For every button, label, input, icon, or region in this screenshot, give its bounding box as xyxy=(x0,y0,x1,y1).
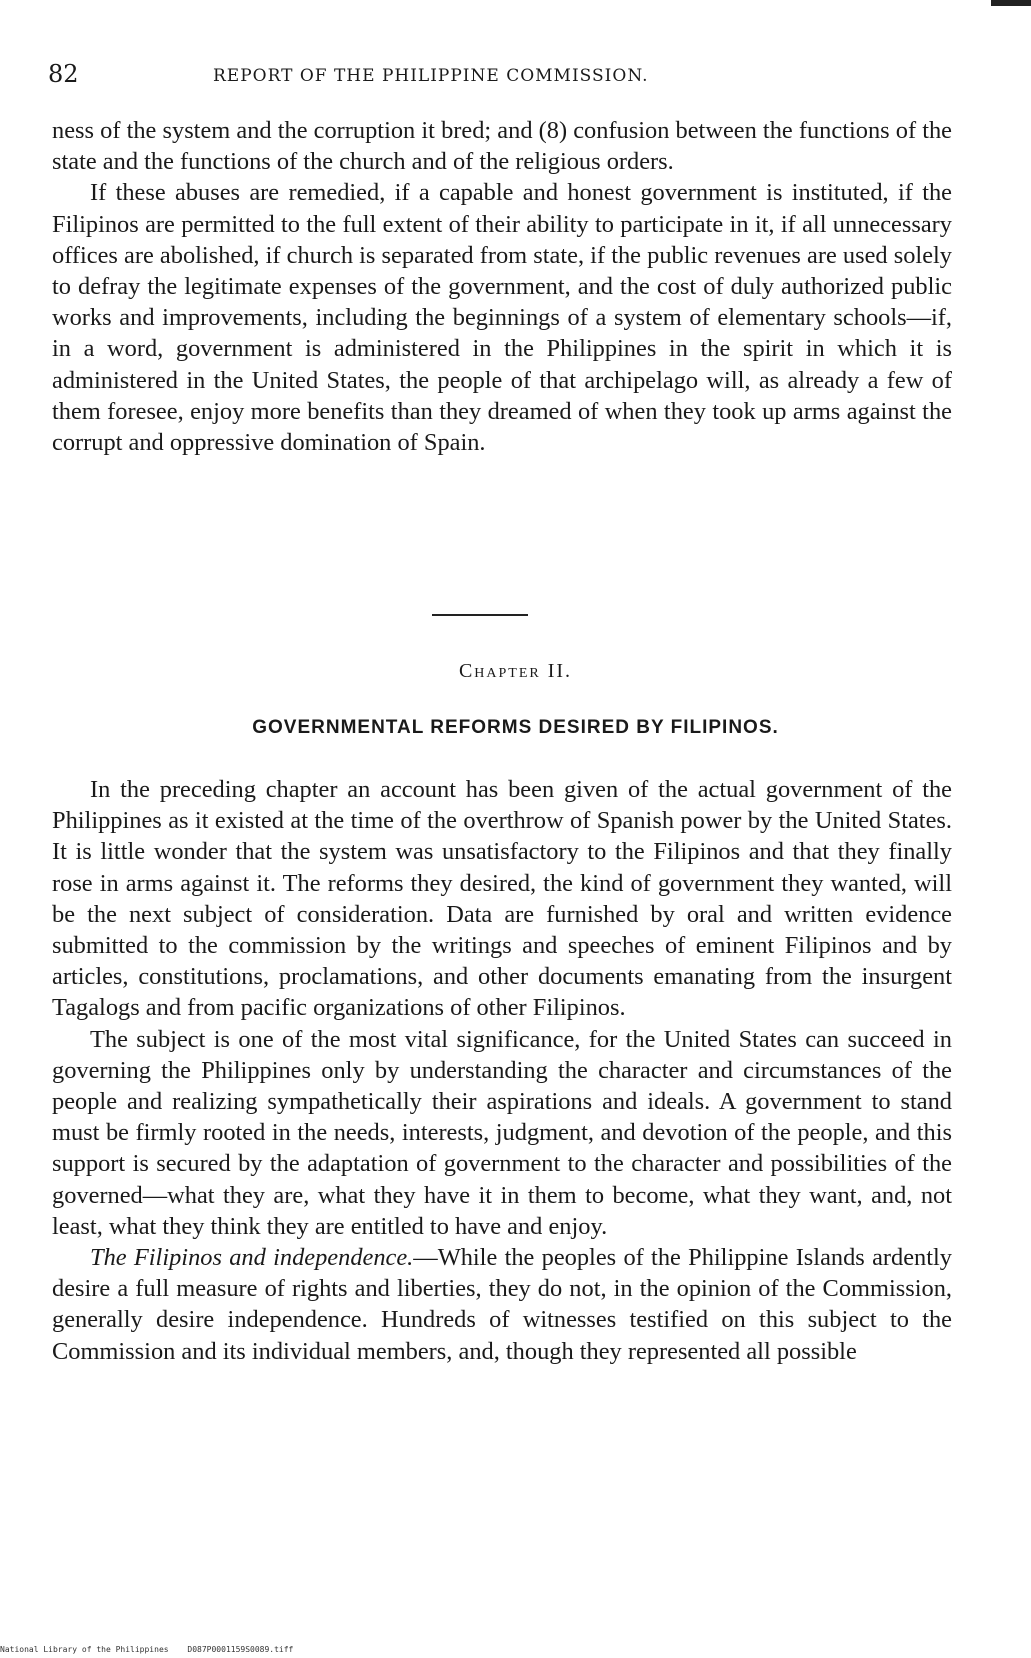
paragraph-independence-text: —While the peoples of the Philippine Islands ardently desire a full measure of rights and liberties, they do not, in the opinion of the Commission, generally desire independence. Hundreds of witnesses testified on this subject to the Commission and its individual members, and, though they represented all possible xyxy=(52,1244,952,1365)
chapter-title: GOVERNMENTAL REFORMS DESIRED BY FILIPINOS. xyxy=(252,717,779,738)
paragraph-preceding-chapter: In the preceding chapter an account has been given of the actual government of the Philippines as it existed at the time of the overthrow of Spanish power by the United States. It is little wonder that the system was unsatisfactory to the Filipinos and that they finally rose in arms against it. The reforms they desired, the kind of government they wanted, will be the next subject of consideration. Data are furnished by oral and written evidence submitted to the commission by the writings and speeches of eminent Filipinos and by articles, constitutions, proclamations, and other documents emanating from the insurgent Tagalogs and from pacific organizations of other Filipinos. xyxy=(52,776,952,1022)
page-header xyxy=(48,60,948,90)
text-block-continued xyxy=(52,115,952,458)
footer-library: National Library of the Philippines xyxy=(0,1645,169,1654)
scan-footer xyxy=(0,1645,293,1654)
scan-edge-mark xyxy=(991,0,1031,6)
paragraph-vital-significance: The subject is one of the most vital significance, for the United States can succeed in governing the Philippines only by understanding the character and circumstances of the people and realizing sympathetically their aspirations and ideals. A government to stand must be firmly rooted in the needs, interests, judgment, and devotion of the people, and this support is secured by the adaptation of government to the character and possibilities of the governed—what they are, what they have it in them to become, what they want, and, not least, what they think they are entitled to have and enjoy. xyxy=(52,1025,952,1240)
sidehead-filipinos-independence: The Filipinos and independence. xyxy=(90,1244,414,1272)
chapter-label: Chapter II. xyxy=(458,660,573,682)
paragraph-independence xyxy=(52,1242,952,1367)
paragraph-abuses-remedied: If these abuses are remedied, if a capable and honest government is instituted, if the Filipinos are permitted to the full extent of their ability to participate in it, if all unnecessary offices are abolished, if church is separated from state, if the public revenues are used solely to defray the legitimate expenses of the government, and the cost of duly authorized public works and improvements, including the beginnings of a system of elementary schools—if, in a word, government is administered in the Philippines in the spirit in which it is administered in the United States, the people of that archipelago will, as already a few of them foresee, enjoy more benefits than they dreamed of when they took up arms against the corrupt and oppressive domination of Spain. xyxy=(52,179,952,457)
text-block-chapter xyxy=(52,774,952,1367)
running-head: REPORT OF THE PHILIPPINE COMMISSION. xyxy=(213,66,649,86)
section-divider xyxy=(432,614,528,616)
paragraph-continuation: ness of the system and the corruption it bred; and (8) confusion between the functions of the state and the functions of the church and of the religious orders. xyxy=(52,117,952,176)
footer-file: D087P0001159S0089.tiff xyxy=(187,1645,294,1654)
page-number: 82 xyxy=(48,60,79,88)
